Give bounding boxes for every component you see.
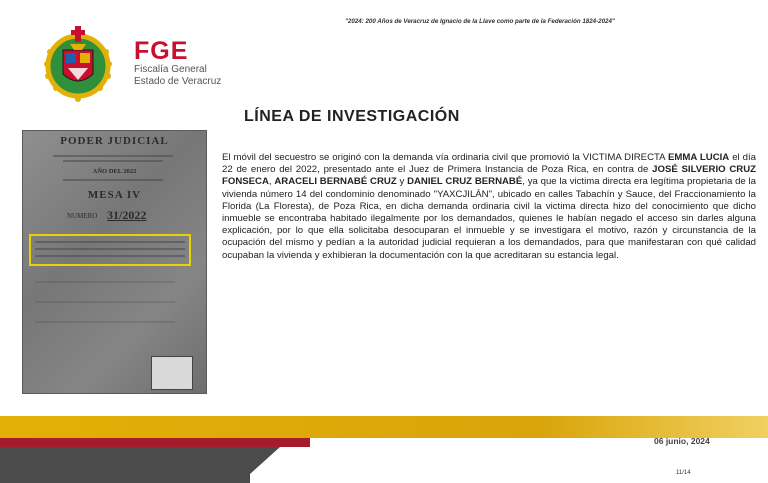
scan-stamp (151, 356, 193, 390)
page-number: 11/14 (676, 470, 691, 476)
scanned-court-document (22, 130, 207, 394)
header-motto: "2024: 200 Años de Veracruz de Ignacio de la Llave como parte de la Federación 1824-2024" (345, 18, 615, 25)
brand-block (134, 38, 221, 88)
body-text-5: , ya que la victima directa era legítima propietaria de la vivienda número 14 del condominio denominado "YAXCJILÁN", ubicado en calles Tabachín y Sauce, del Fraccionamiento la Florida (La Floresta), de Poza Rica, en dicha demanda ordinaria civil la victima directa hizo del conocimiento que dicho inmueble se encontraba habitado ilegalmente por los demandados, quienes le habían negado el acceso sin darles alguna explicación, por lo que ella solicitaba desocuparan el inmueble y se investigara el motivo, razón y circunstancia de la ocupación del mismo y pedían a la autoridad judicial requieran a los demandados, para que manifestaran con qué calidad ocupaban la vivienda y exhibieran la documentación con la que acreditaran su estancia legal. (222, 176, 756, 261)
document-date: 06 junio, 2024 (654, 436, 710, 446)
scan-text-row (35, 241, 185, 243)
scan-text-row (63, 179, 163, 181)
scan-case-number: 31/2022 (107, 208, 147, 222)
scan-text-row (35, 321, 175, 323)
scan-mesa: MESA IV (87, 189, 142, 201)
body-text-4: y (396, 176, 408, 188)
victim-name: EMMA LUCIA (668, 152, 730, 163)
coat-of-arms-icon (36, 22, 120, 106)
brand-name-line-2: Estado de Veracruz (134, 76, 222, 87)
body-text-3: , (268, 176, 275, 188)
defendant-name-1: JOSÉ SILVERIO CRUZ FONSECA (222, 164, 757, 188)
body-text-1: El móvil del secuestro se originó con la demanda vía ordinaria civil que promovió la VICTIMA DIRECTA (222, 152, 668, 163)
page-title: LÍNEA DE INVESTIGACIÓN (244, 108, 460, 125)
footer-gold-bar (0, 416, 768, 438)
footer-dark-wedge (240, 447, 280, 483)
scan-numero-label: NUMERO (67, 212, 98, 220)
footer-red-bar (0, 438, 310, 447)
investigation-body-text (222, 152, 756, 262)
brand-name-line-1: Fiscalía General (134, 64, 207, 75)
scan-text-row (35, 281, 175, 283)
scan-text-row (35, 255, 185, 257)
scan-text-row (35, 248, 185, 250)
scan-year: AÑO DEL 2022 (92, 168, 137, 175)
footer-dark-bar (0, 447, 250, 483)
body-text-2: el día 22 de enero del 2022, presentado ante el Juez de Primera Instancia de Poza Rica, en contra de (222, 152, 756, 176)
scan-text-row (53, 155, 173, 157)
brand-abbreviation: FGE (134, 37, 189, 65)
scan-text-row (35, 301, 175, 303)
defendant-name-3: DANIEL CRUZ BERNABÉ (407, 176, 523, 188)
scan-title: PODER JUDICIAL (60, 135, 169, 147)
defendant-name-2: ARACELI BERNABÉ CRUZ (274, 176, 397, 188)
scan-text-row (63, 160, 163, 162)
scan-highlight-box (29, 234, 191, 266)
